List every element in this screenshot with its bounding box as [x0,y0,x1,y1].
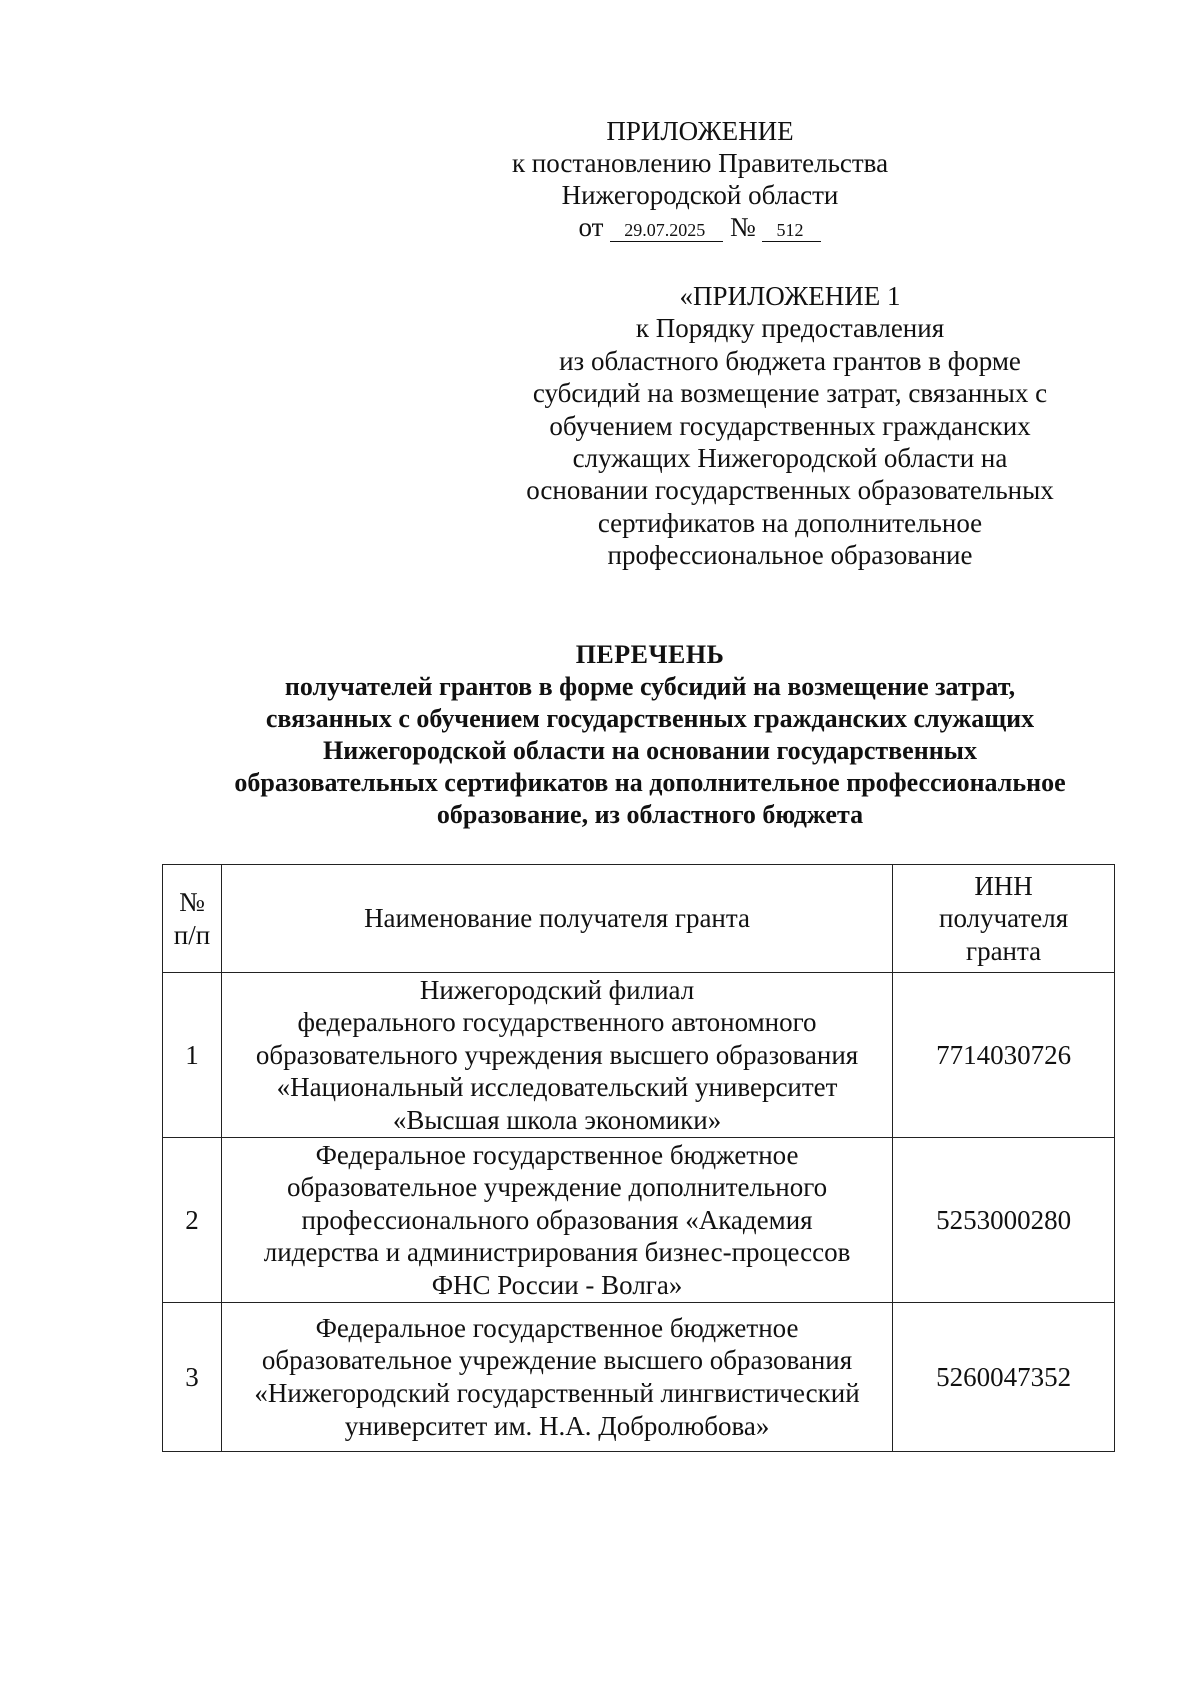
row-number: 2 [163,1138,222,1303]
resolution-date: 29.07.2025 [610,219,723,242]
recipient-name [221,1303,892,1452]
sub-appendix-line: «ПРИЛОЖЕНИЕ 1 [679,281,901,311]
recipient-name-line: лидерства и администрирования бизнес-процессов [263,1237,851,1268]
header-inn [893,865,1115,973]
list-title-line: образовательных сертификатов на дополнительное профессиональное [234,768,1066,797]
recipient-name-line: Федеральное государственное бюджетное [315,1139,799,1170]
sub-appendix-line: обучением государственных гражданских [549,410,1031,441]
sub-appendix-line: основании государственных образовательных [526,475,1054,506]
header-inn-line: ИНН [974,870,1033,901]
sub-appendix-line: субсидий на возмещение затрат, связанных с [532,378,1048,409]
recipient-name-line: Нижегородский филиал [419,974,695,1005]
list-title-line: связанных с обучением государственных гражданских служащих [265,704,1035,733]
recipient-name-line: федерального государственного автономного [297,1007,817,1038]
table-row [163,1303,1115,1452]
sub-appendix-line: служащих Нижегородской области на [572,443,1008,474]
recipient-name [221,973,892,1138]
appendix-line-2: Нижегородской области [561,180,839,210]
sub-appendix-line: профессиональное образование [607,540,973,571]
table-row [163,1138,1115,1303]
table-header-row [163,865,1115,973]
list-title-line: образование, из областного бюджета [436,800,864,829]
sub-appendix-line: к Порядку предоставления [635,313,945,344]
table-row [163,973,1115,1138]
header-inn-line: получателя [939,903,1069,934]
recipients-table [162,864,1115,1452]
recipient-name [221,1138,892,1303]
header-num-line: п/п [173,919,211,950]
recipient-name-line: «Национальный исследовательский университет [276,1072,838,1103]
list-heading: ПЕРЕЧЕНЬ [575,640,725,669]
recipient-name-line: университет им. Н.А. Добролюбова» [344,1410,770,1441]
header-inn-line: гранта [966,935,1042,966]
recipient-name-line: ФНС России - Волга» [431,1269,683,1300]
recipient-inn: 5253000280 [893,1138,1115,1303]
number-prefix: № [729,212,756,242]
list-title-line: получателей грантов в форме субсидий на возмещение затрат, [284,672,1016,701]
date-prefix: от [578,212,604,242]
sub-appendix-block [490,280,1090,572]
appendix-line-1: к постановлению Правительства [511,148,889,178]
header-num-line: № [179,886,205,917]
recipient-name-line: «Нижегородский государственный лингвистический [254,1378,860,1408]
recipient-inn: 7714030726 [893,973,1115,1138]
row-number: 1 [163,973,222,1138]
recipient-name-line: профессионального образования «Академия [301,1204,813,1235]
appendix-date-line [470,211,930,243]
recipient-name-line: образовательное учреждение высшего образования [261,1345,853,1376]
recipient-name-line: образовательное учреждение дополнительного [286,1172,828,1203]
appendix-title: ПРИЛОЖЕНИЕ [606,116,794,146]
recipient-name-line: образовательного учреждения высшего образования [255,1039,859,1070]
list-title-line: Нижегородской области на основании государственных [323,736,977,765]
recipient-name-line: «Высшая школа экономики» [392,1104,722,1135]
header-num [163,865,222,973]
header-name: Наименование получателя гранта [221,865,892,973]
sub-appendix-line: сертификатов на дополнительное [597,507,983,538]
resolution-number: 512 [762,219,821,242]
recipient-inn: 5260047352 [893,1303,1115,1452]
recipient-name-line: Федеральное государственное бюджетное [315,1312,799,1343]
list-title-block [150,639,1150,831]
appendix-block [470,115,930,243]
sub-appendix-line: из областного бюджета грантов в форме [559,345,1021,376]
row-number: 3 [163,1303,222,1452]
